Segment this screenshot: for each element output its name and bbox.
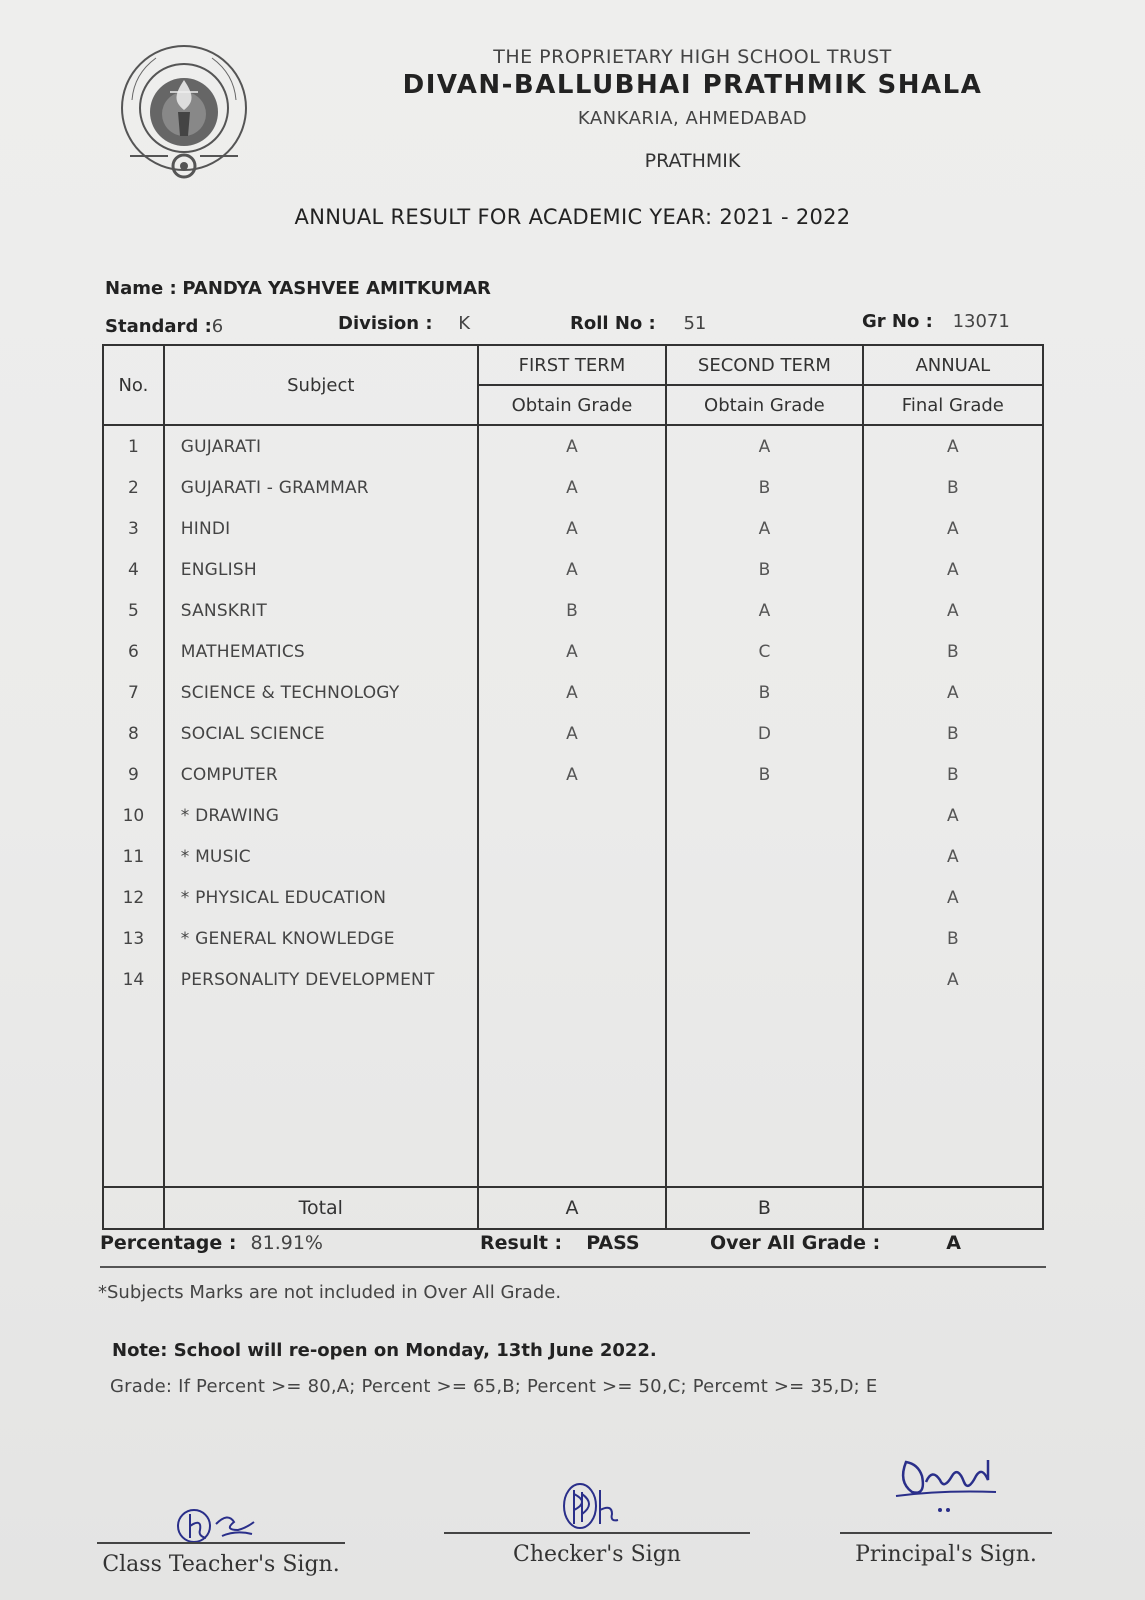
grades-body: [103, 425, 1043, 1187]
header-no: No.: [103, 345, 164, 425]
final-grade: B: [863, 631, 1043, 672]
checker-signature-mark: [556, 1480, 646, 1536]
header-annual: ANNUAL: [863, 345, 1043, 385]
name-label: Name :: [105, 278, 177, 299]
row-number: 4: [103, 549, 164, 590]
first-term-grade: [478, 959, 666, 1000]
header-subject: Subject: [164, 345, 478, 425]
class-teacher-sign-line: [97, 1542, 345, 1544]
school-section: PRATHMIK: [644, 150, 741, 172]
table-row: [103, 672, 1043, 713]
row-number: 1: [103, 425, 164, 467]
overall-grade-field: [710, 1232, 961, 1254]
row-number: 13: [103, 918, 164, 959]
row-number: 10: [103, 795, 164, 836]
subject-name: * DRAWING: [164, 795, 478, 836]
student-name: PANDYA YASHVEE AMITKUMAR: [182, 278, 491, 299]
standard-label: Standard :: [105, 316, 212, 337]
row-number: 8: [103, 713, 164, 754]
table-row: [103, 713, 1043, 754]
second-term-grade: [666, 795, 863, 836]
overall-grade-value: A: [946, 1232, 962, 1254]
percentage-value: 81.91%: [250, 1232, 323, 1254]
first-term-grade: [478, 836, 666, 877]
second-term-grade: B: [666, 754, 863, 795]
first-term-grade: A: [478, 713, 666, 754]
total-annual: [863, 1187, 1043, 1229]
gr-label: Gr No :: [862, 311, 933, 332]
first-term-grade: A: [478, 754, 666, 795]
row-number: 7: [103, 672, 164, 713]
result-field: [480, 1232, 640, 1254]
row-number: 6: [103, 631, 164, 672]
second-term-grade: C: [666, 631, 863, 672]
final-grade: A: [863, 425, 1043, 467]
second-term-grade: B: [666, 549, 863, 590]
table-row: [103, 877, 1043, 918]
subject-name: COMPUTER: [164, 754, 478, 795]
row-number: 2: [103, 467, 164, 508]
first-term-grade: A: [478, 425, 666, 467]
final-grade: B: [863, 467, 1043, 508]
result-value: PASS: [586, 1232, 640, 1254]
subject-name: SOCIAL SCIENCE: [164, 713, 478, 754]
subject-name: * PHYSICAL EDUCATION: [164, 877, 478, 918]
table-row: [103, 795, 1043, 836]
second-term-grade: B: [666, 672, 863, 713]
first-term-grade: B: [478, 590, 666, 631]
final-grade: A: [863, 795, 1043, 836]
header-obtain-grade-second: Obtain Grade: [666, 385, 863, 425]
empty-cell: [863, 1000, 1043, 1187]
division-label: Division :: [338, 313, 433, 334]
roll-label: Roll No :: [570, 313, 656, 334]
principal-sign-line: [840, 1532, 1052, 1534]
checker-sign-label: Checker's Sign: [513, 1542, 681, 1567]
footnote: *Subjects Marks are not included in Over All Grade.: [98, 1282, 562, 1303]
reopen-note: Note: School will re-open on Monday, 13th June 2022.: [112, 1340, 657, 1361]
overall-grade-label: Over All Grade :: [710, 1232, 881, 1254]
result-title: ANNUAL RESULT FOR ACADEMIC YEAR: 2021 - 2022: [294, 205, 851, 229]
header-second-term: SECOND TERM: [666, 345, 863, 385]
empty-cell: [103, 1000, 164, 1187]
final-grade: B: [863, 918, 1043, 959]
empty-cell: [666, 1000, 863, 1187]
subject-name: MATHEMATICS: [164, 631, 478, 672]
subject-name: GUJARATI - GRAMMAR: [164, 467, 478, 508]
principal-sign-label: Principal's Sign.: [855, 1542, 1037, 1567]
checker-sign-block: [444, 1532, 750, 1567]
total-second-term: B: [666, 1187, 863, 1229]
second-term-grade: [666, 836, 863, 877]
second-term-grade: [666, 877, 863, 918]
division-value: K: [458, 313, 471, 334]
second-term-grade: A: [666, 425, 863, 467]
second-term-grade: B: [666, 467, 863, 508]
grades-table: [102, 344, 1044, 1230]
summary-divider: [100, 1266, 1046, 1268]
second-term-grade: A: [666, 590, 863, 631]
subject-name: SANSKRIT: [164, 590, 478, 631]
final-grade: A: [863, 590, 1043, 631]
subject-name: SCIENCE & TECHNOLOGY: [164, 672, 478, 713]
total-first-term: A: [478, 1187, 666, 1229]
percentage-field: [100, 1232, 323, 1254]
table-filler-row: [103, 1000, 1043, 1187]
first-term-grade: [478, 795, 666, 836]
header-first-term: FIRST TERM: [478, 345, 666, 385]
final-grade: A: [863, 959, 1043, 1000]
roll-field: [570, 313, 706, 334]
header-final-grade: Final Grade: [863, 385, 1043, 425]
subject-name: ENGLISH: [164, 549, 478, 590]
first-term-grade: A: [478, 549, 666, 590]
table-row: [103, 754, 1043, 795]
table-row: [103, 508, 1043, 549]
final-grade: A: [863, 836, 1043, 877]
subject-name: PERSONALITY DEVELOPMENT: [164, 959, 478, 1000]
first-term-grade: [478, 877, 666, 918]
table-row: [103, 425, 1043, 467]
student-name-row: [105, 278, 491, 299]
final-grade: B: [863, 754, 1043, 795]
subject-name: * MUSIC: [164, 836, 478, 877]
final-grade: A: [863, 672, 1043, 713]
grade-criteria: Grade: If Percent >= 80,A; Percent >= 65,B; Percent >= 50,C; Percemt >= 35,D; E: [110, 1376, 878, 1397]
table-row: [103, 836, 1043, 877]
percentage-label: Percentage :: [100, 1232, 237, 1254]
principal-sign-block: [840, 1532, 1052, 1567]
roll-value: 51: [683, 313, 707, 334]
standard-field: [105, 316, 223, 337]
second-term-grade: A: [666, 508, 863, 549]
subject-name: GUJARATI: [164, 425, 478, 467]
class-teacher-sign-label: Class Teacher's Sign.: [102, 1552, 340, 1577]
header-obtain-grade-first: Obtain Grade: [478, 385, 666, 425]
final-grade: A: [863, 508, 1043, 549]
row-number: 3: [103, 508, 164, 549]
table-row: [103, 631, 1043, 672]
final-grade: B: [863, 713, 1043, 754]
empty-cell: [478, 1000, 666, 1187]
second-term-grade: D: [666, 713, 863, 754]
school-name: DIVAN-BALLUBHAI PRATHMIK SHALA: [402, 70, 983, 100]
row-number: 9: [103, 754, 164, 795]
final-grade: A: [863, 877, 1043, 918]
second-term-grade: [666, 959, 863, 1000]
row-number: 11: [103, 836, 164, 877]
first-term-grade: A: [478, 508, 666, 549]
second-term-grade: [666, 918, 863, 959]
total-no-cell: [103, 1187, 164, 1229]
first-term-grade: A: [478, 631, 666, 672]
division-field: [338, 313, 470, 334]
table-row: [103, 918, 1043, 959]
row-number: 5: [103, 590, 164, 631]
row-number: 12: [103, 877, 164, 918]
first-term-grade: A: [478, 467, 666, 508]
row-number: 14: [103, 959, 164, 1000]
subject-name: * GENERAL KNOWLEDGE: [164, 918, 478, 959]
gr-field: [862, 311, 1010, 332]
standard-value: 6: [211, 316, 224, 337]
gr-value: 13071: [952, 311, 1010, 332]
total-label: Total: [164, 1187, 478, 1229]
table-row: [103, 590, 1043, 631]
table-row: [103, 959, 1043, 1000]
result-label: Result :: [480, 1232, 563, 1254]
class-teacher-sign-block: [97, 1542, 345, 1577]
school-address: KANKARIA, AHMEDABAD: [577, 108, 808, 129]
table-row: [103, 549, 1043, 590]
checker-sign-line: [444, 1532, 750, 1534]
subject-name: HINDI: [164, 508, 478, 549]
empty-cell: [164, 1000, 478, 1187]
first-term-grade: [478, 918, 666, 959]
first-term-grade: A: [478, 672, 666, 713]
final-grade: A: [863, 549, 1043, 590]
principal-signature-mark: [892, 1452, 1004, 1522]
trust-name: THE PROPRIETARY HIGH SCHOOL TRUST: [493, 46, 892, 68]
table-row: [103, 467, 1043, 508]
